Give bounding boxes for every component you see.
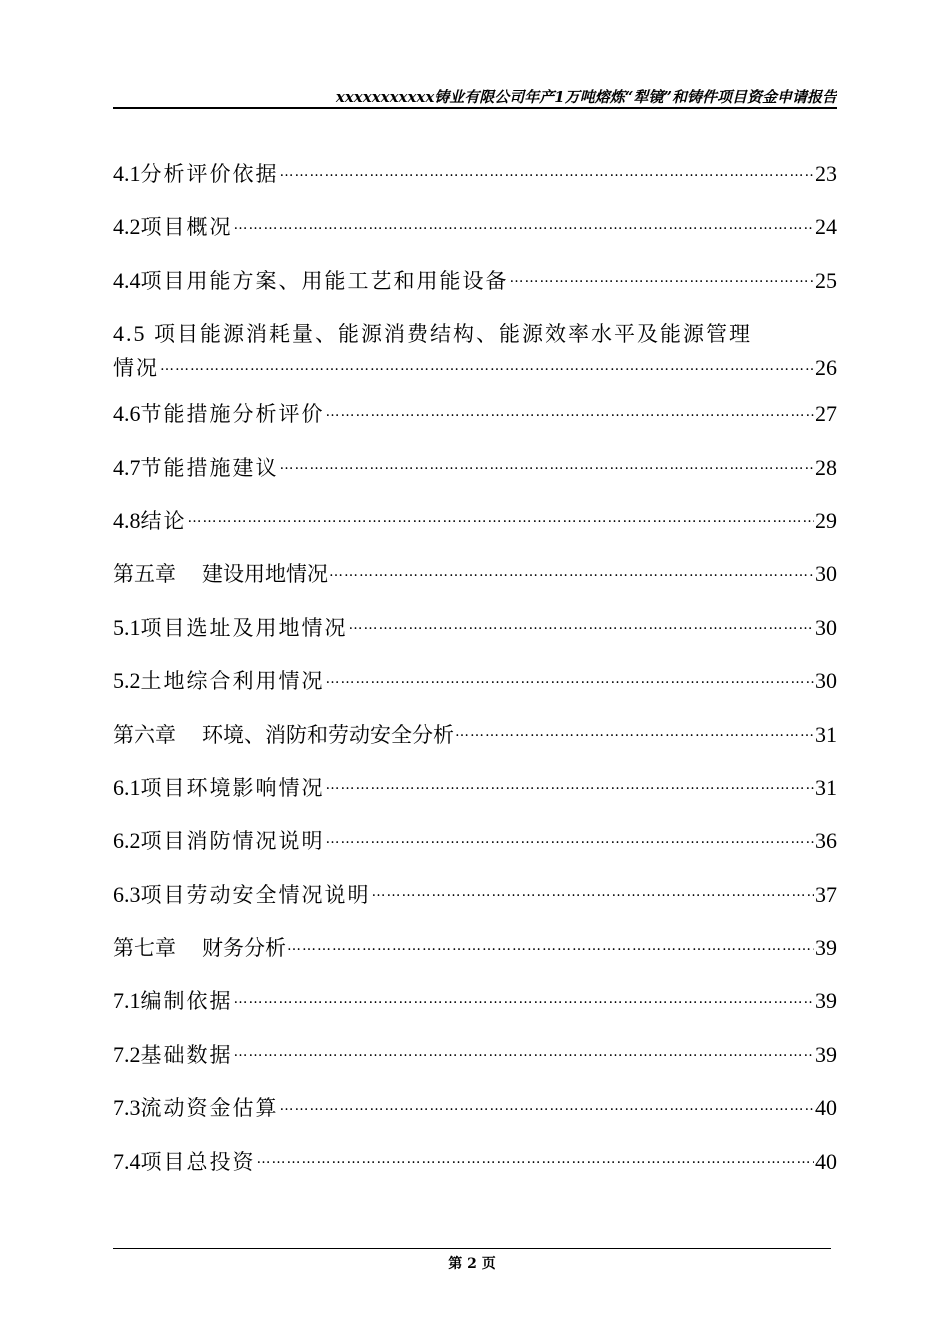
dot-leader (326, 769, 815, 802)
toc-entry-page: 39 (815, 935, 837, 961)
toc-entry-4-2[interactable] (113, 210, 837, 263)
toc-entry-title: 基础数据 (140, 1042, 233, 1067)
dot-leader (326, 396, 815, 429)
running-header: xxxxxxxxxxx铸业有限公司年产1万吨熔炼“犁镜”和铸件项目资金申请报告 (335, 88, 837, 106)
toc-entry-number: 5.1 (113, 614, 141, 640)
dot-leader (329, 556, 814, 589)
dot-leader (280, 449, 815, 482)
toc-chapter-number: 第六章 (113, 722, 176, 747)
dot-leader (234, 1036, 815, 1069)
toc-entry-title: 编制依据 (140, 989, 233, 1014)
dot-leader (372, 876, 815, 909)
toc-chapter-6[interactable] (113, 718, 837, 771)
toc-entry-page: 39 (815, 988, 837, 1014)
toc-entry-4-7[interactable] (113, 451, 837, 504)
toc-entry-page: 28 (815, 454, 837, 480)
toc-entry-number: 6.2 (113, 828, 141, 854)
toc-entry-number: 4.1 (113, 161, 141, 186)
toc-entry-page: 30 (815, 614, 837, 640)
dot-leader (455, 716, 814, 749)
toc-entry-4-1[interactable] (113, 157, 837, 210)
toc-entry-title-continued: 情况 (113, 356, 159, 381)
toc-chapter-title: 环境、消防和劳动安全分析 (202, 722, 454, 747)
toc-entry-title: 土地综合利用情况 (140, 669, 325, 694)
toc-chapter-number: 第五章 (113, 562, 176, 587)
toc-entry-number: 5.2 (113, 668, 141, 694)
toc-entry-7-3[interactable] (113, 1091, 837, 1144)
dot-leader (326, 823, 815, 856)
toc-entry-page: 31 (815, 774, 837, 800)
toc-entry-page: 31 (815, 721, 837, 747)
toc-entry-number: 6.3 (113, 881, 141, 907)
toc-entry-title: 节能措施分析评价 (140, 402, 325, 427)
toc-entry-title: 项目消防情况说明 (140, 829, 325, 854)
dot-leader (287, 930, 814, 963)
toc-entry-page: 30 (815, 561, 837, 587)
toc-entry-title: 流动资金估算 (140, 1096, 279, 1121)
toc-entry-page: 24 (815, 214, 837, 240)
toc-entry-page: 29 (815, 507, 837, 533)
dot-leader (234, 983, 815, 1016)
dot-leader (326, 663, 815, 696)
toc-entry-number: 7.3 (113, 1095, 141, 1121)
toc-entry-page: 27 (815, 401, 837, 427)
toc-entry-title: 项目概况 (140, 215, 233, 240)
page-number: 第 2 页 (448, 1256, 496, 1272)
toc-entry-page: 37 (815, 881, 837, 907)
dot-leader (510, 262, 815, 295)
dot-leader (280, 156, 815, 189)
toc-entry-number: 4.6 (113, 401, 141, 427)
toc-entry-number: 7.1 (113, 988, 141, 1014)
toc-entry-title: 项目总投资 (140, 1149, 256, 1174)
toc-entry-6-1[interactable] (113, 771, 837, 824)
toc-entry-6-2[interactable] (113, 824, 837, 877)
toc-entry-page: 36 (815, 828, 837, 854)
toc-entry-title: 项目环境影响情况 (140, 775, 325, 800)
toc-entry-page: 40 (815, 1148, 837, 1174)
toc-entry-number: 6.1 (113, 774, 141, 800)
table-of-contents (113, 157, 837, 1198)
toc-entry-title: 分析评价依据 (140, 162, 279, 186)
toc-entry-number: 7.4 (113, 1148, 141, 1174)
dot-leader (160, 350, 814, 383)
toc-entry-6-3[interactable] (113, 878, 837, 931)
toc-chapter-5[interactable] (113, 557, 837, 610)
toc-entry-number: 7.2 (113, 1041, 141, 1067)
header-rule (113, 107, 837, 109)
toc-entry-number: 4.8 (113, 507, 141, 533)
toc-entry-number: 4.2 (113, 214, 141, 240)
toc-entry-4-8[interactable] (113, 504, 837, 557)
toc-entry-7-1[interactable] (113, 984, 837, 1037)
toc-entry-4-6[interactable] (113, 397, 837, 450)
toc-entry-7-2[interactable] (113, 1038, 837, 1091)
footer-rule (113, 1248, 831, 1249)
toc-entry-title: 节能措施建议 (140, 455, 279, 480)
toc-entry-title: 项目用能方案、用能工艺和用能设备 (140, 268, 509, 293)
toc-entry-5-2[interactable] (113, 664, 837, 717)
toc-chapter-7[interactable] (113, 931, 837, 984)
toc-entry-page: 23 (815, 161, 837, 186)
toc-chapter-title: 建设用地情况 (202, 562, 328, 587)
toc-entry-page: 25 (815, 267, 837, 293)
dot-leader (280, 1090, 815, 1123)
dot-leader (188, 502, 815, 535)
toc-entry-title: 项目能源消耗量、能源消费结构、能源效率水平及能源管理 (154, 322, 752, 347)
toc-chapter-number: 第七章 (113, 936, 176, 961)
toc-entry-title: 项目劳动安全情况说明 (140, 882, 371, 907)
toc-entry-page: 26 (815, 355, 837, 381)
toc-entry-number: 4.4 (113, 267, 141, 293)
toc-entry-number: 4.7 (113, 454, 141, 480)
toc-entry-title: 结论 (140, 508, 187, 533)
toc-entry-page: 30 (815, 668, 837, 694)
toc-entry-5-1[interactable] (113, 611, 837, 664)
dot-leader (234, 209, 815, 242)
toc-entry-title: 项目选址及用地情况 (140, 615, 348, 640)
toc-entry-page: 39 (815, 1041, 837, 1067)
toc-entry-number: 4.5 (113, 321, 154, 347)
toc-entry-7-4[interactable] (113, 1145, 837, 1198)
toc-entry-4-5[interactable] (113, 317, 837, 397)
dot-leader (257, 1143, 815, 1176)
toc-chapter-title: 财务分析 (202, 936, 286, 961)
dot-leader (349, 609, 815, 642)
toc-entry-4-4[interactable] (113, 264, 837, 317)
toc-entry-page: 40 (815, 1095, 837, 1121)
